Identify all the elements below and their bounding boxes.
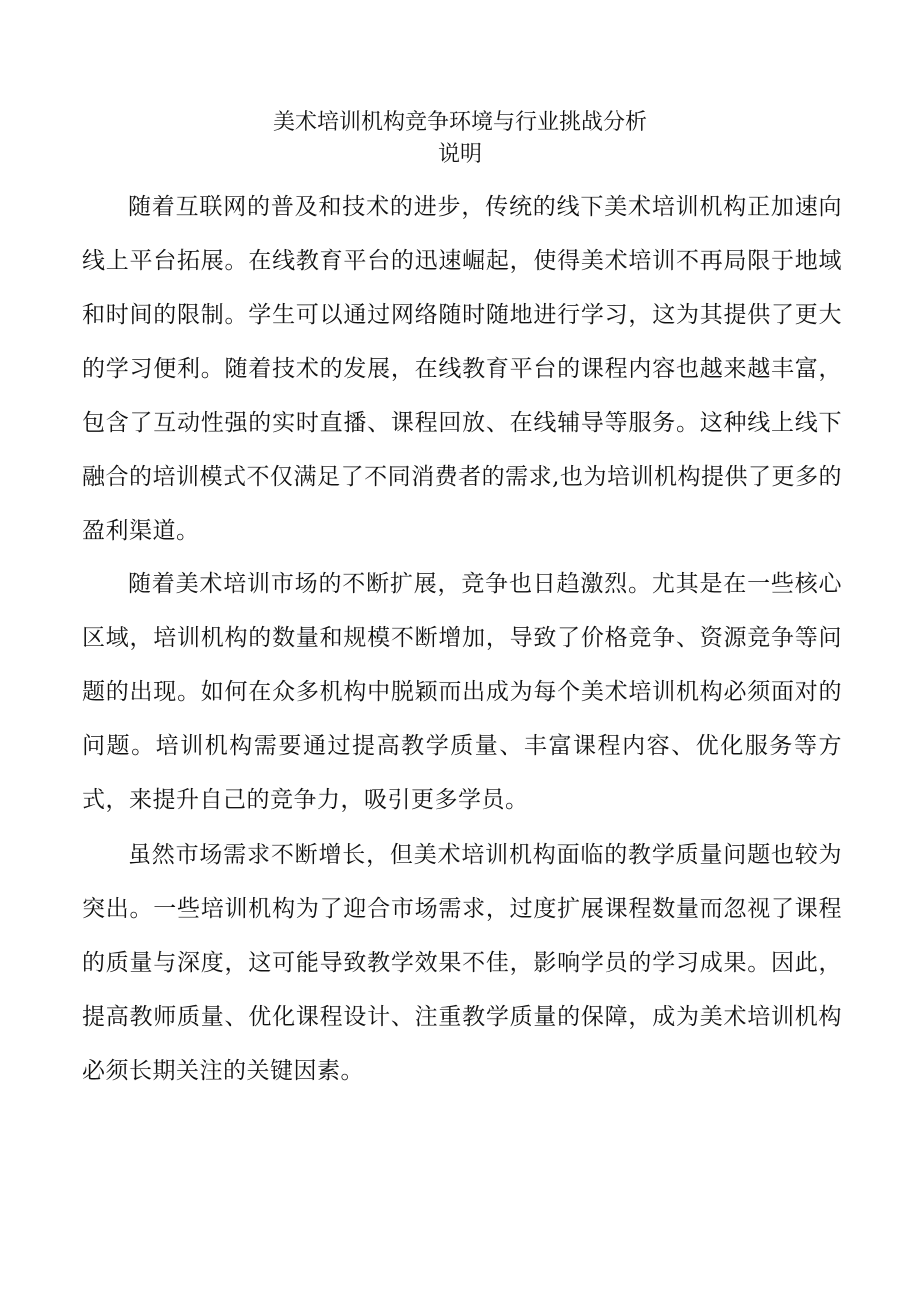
paragraph-1: 随着互联网的普及和技术的进步，传统的线下美术培训机构正加速向线上平台拓展。在线教育平台的迅速崛起，使得美术培训不再局限于地域和时间的限制。学生可以通过网络随时随地进行学习，这为其提供了更大的学习便利。随着技术的发展，在线教育平台的课程内容也越来越丰富，包含了互动性强的实时直播、课程回放、在线辅导等服务。这种线上线下融合的培训模式不仅满足了不同消费者的需求,也为培训机构提供了更多的盈利渠道。 bbox=[82, 194, 842, 544]
document-subtitle: 说明 bbox=[437, 142, 482, 167]
document-title: 美术培训机构竞争环境与行业挑战分析 bbox=[272, 110, 647, 135]
paragraph-3: 虽然市场需求不断增长，但美术培训机构面临的教学质量问题也较为突出。一些培训机构为了迎合市场需求，过度扩展课程数量而忽视了课程的质量与深度，这可能导致教学效果不佳，影响学员的学习成果。因此，提高教师质量、优化课程设计、注重教学质量的保障，成为美术培训机构必须长期关注的关键因素。 bbox=[82, 842, 842, 1084]
paragraph-2: 随着美术培训市场的不断扩展，竞争也日趋激烈。尤其是在一些核心区域，培训机构的数量和规模不断增加，导致了价格竞争、资源竞争等问题的出现。如何在众多机构中脱颖而出成为每个美术培训机构必须面对的问题。培训机构需要通过提高教学质量、丰富课程内容、优化服务等方式，来提升自己的竞争力，吸引更多学员。 bbox=[82, 571, 842, 813]
